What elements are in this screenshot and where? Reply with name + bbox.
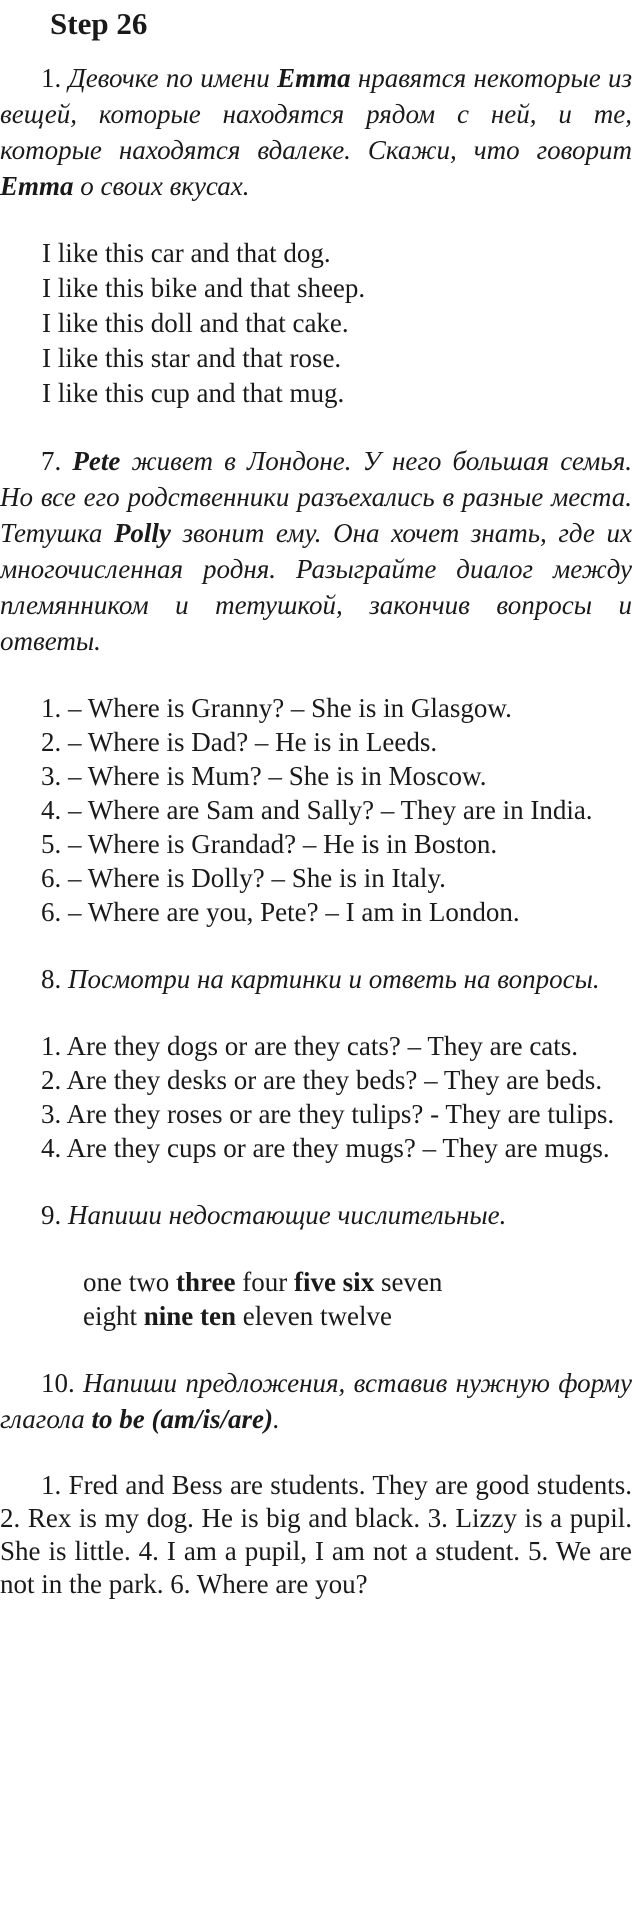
exercise-1-number: 1. bbox=[41, 63, 62, 93]
answer-line: 1. Are they dogs or are they cats? – They are cats. bbox=[41, 1031, 579, 1061]
answer-line: 3. – Where is Mum? – She is in Moscow. bbox=[41, 761, 487, 791]
exercise-1-instruction: 1. Девочке по имени Emma нравятся некоторые из вещей, которые находятся рядом с ней, и те, которые находятся вдалеке. Скажи, что говорит Emma о своих вкусах. bbox=[0, 63, 633, 201]
exercise-7-number: 7. bbox=[41, 446, 62, 476]
answer-line: 4. – Where are Sam and Sally? – They are in India. bbox=[41, 795, 593, 825]
name-polly: Polly bbox=[113, 518, 171, 548]
exercise-8-answers bbox=[0, 1029, 632, 1165]
exercise-7-answers bbox=[0, 691, 632, 929]
answer-line: 2. Are they desks or are they beds? – They are beds. bbox=[41, 1065, 603, 1095]
answer-line: 3. Are they roses or are they tulips? - They are tulips. bbox=[41, 1099, 615, 1129]
answer-line: I like this bike and that sheep. bbox=[42, 273, 366, 303]
exercise-9-number: 9. bbox=[41, 1200, 62, 1230]
answer-line: 4. Are they cups or are they mugs? – They are mugs. bbox=[41, 1133, 610, 1163]
answer-line: 6. – Where is Dolly? – She is in Italy. bbox=[41, 863, 446, 893]
exercise-1-answers bbox=[0, 236, 632, 411]
exercise-7-instruction: 7. Pete живет в Лондоне. У него большая семья. Но все его родственники разъехались в разные места. Тетушка Polly звонит ему. Она хочет знать, где их многочисленная родня. Разыграйте диалог между племянником и тетушкой, закончив вопросы и ответы. bbox=[0, 446, 632, 656]
answer-line: I like this car and that dog. bbox=[42, 238, 331, 268]
numbers-line-1: one two three four five six seven bbox=[83, 1267, 443, 1297]
name-emma: Emma bbox=[0, 171, 74, 201]
exercise-8-number: 8. bbox=[41, 964, 62, 994]
answer-line: I like this star and that rose. bbox=[42, 343, 342, 373]
exercise-9-answers bbox=[0, 1265, 632, 1333]
answer-line: 1. – Where is Granny? – She is in Glasgow. bbox=[41, 693, 512, 723]
answer-line: I like this cup and that mug. bbox=[42, 378, 345, 408]
numbers-line-2: eight nine ten eleven twelve bbox=[83, 1301, 392, 1331]
step-title: Step 26 bbox=[50, 6, 148, 41]
name-pete: Pete bbox=[72, 446, 121, 476]
name-emma: Emma bbox=[277, 63, 351, 93]
verb-to-be: to be (am/is/are) bbox=[91, 1404, 273, 1434]
exercise-10-answer-text: 1. Fred and Bess are students. They are good students. 2. Rex is my dog. He is big and black. 3. Lizzy is a pupil. She is little. 4. I am a pupil, I am not a student. 5. We are not in the park. 6. Where are you? bbox=[0, 1470, 632, 1599]
answer-line: 2. – Where is Dad? – He is in Leeds. bbox=[41, 727, 438, 757]
exercise-9-instruction: 9. Напиши недостающие числительные. bbox=[41, 1200, 507, 1230]
answer-line: 5. – Where is Grandad? – He is in Boston. bbox=[41, 829, 498, 859]
exercise-8-instruction: 8. Посмотри на картинки и ответь на вопросы. bbox=[41, 964, 600, 994]
answer-line: 6. – Where are you, Pete? – I am in London. bbox=[41, 897, 520, 927]
answer-line: I like this doll and that cake. bbox=[42, 308, 349, 338]
exercise-10-instruction: 10. Напиши предложения, вставив нужную форму глагола to be (am/is/are). bbox=[0, 1368, 632, 1434]
exercise-10-number: 10. bbox=[41, 1368, 75, 1398]
